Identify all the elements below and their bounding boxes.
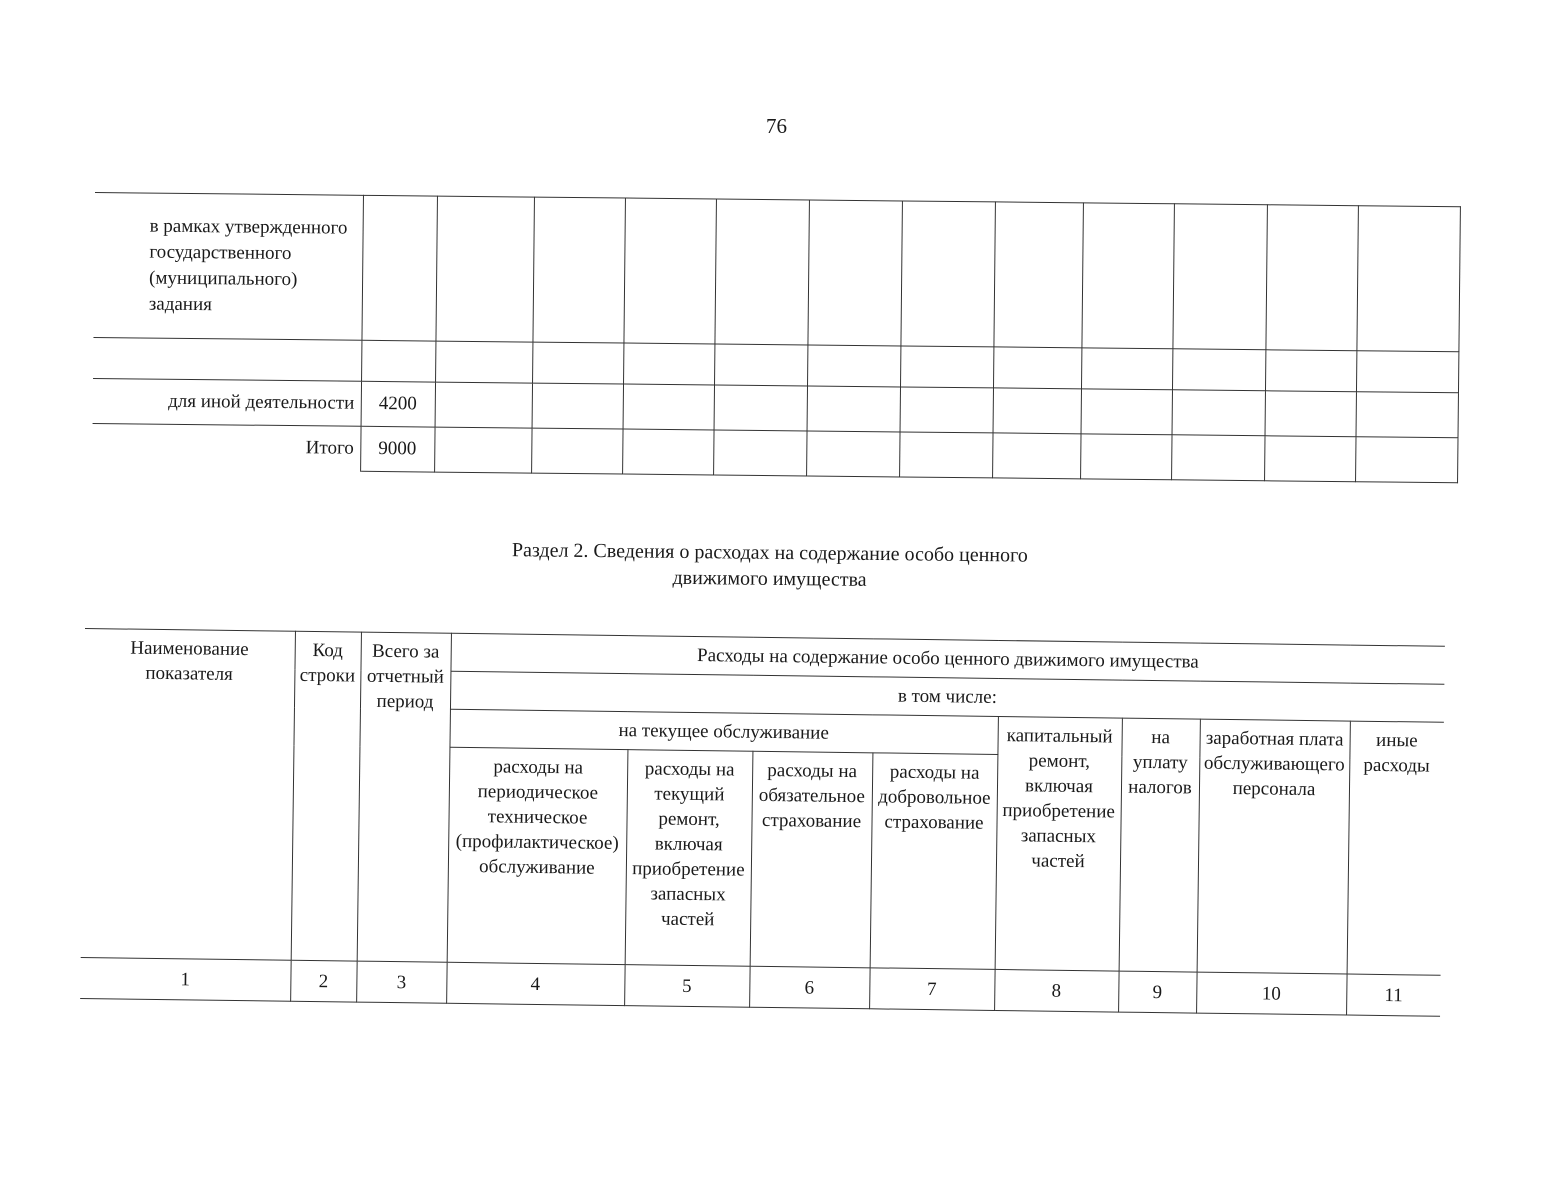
table-cell (623, 343, 714, 385)
header-expenses: Расходы на содержание особо ценного движимого имущества (450, 633, 1444, 684)
header-capital-repair: капитальный ремонт, включая приобретение запасных частей (995, 716, 1122, 971)
row-label: для иной деятельности (93, 378, 361, 426)
table-cell (1080, 434, 1171, 480)
column-number: 4 (446, 962, 625, 1005)
table-cell (623, 198, 716, 344)
header-other: иные расходы (1347, 721, 1444, 975)
table-cell (1081, 348, 1172, 390)
header-mandatory-insurance: расходы на обязательное страхование (750, 751, 873, 968)
header-salary: заработная плата обслуживающего персонала (1197, 719, 1350, 974)
table-cell (1265, 205, 1358, 351)
column-number: 8 (994, 969, 1119, 1012)
table-cell (993, 388, 1081, 434)
table-cell (532, 342, 623, 384)
column-number: 9 (1118, 971, 1197, 1013)
table-cell (435, 341, 532, 383)
table-cell (713, 430, 806, 476)
top-table (92, 192, 1460, 483)
column-number: 3 (356, 961, 447, 1003)
table-cell (807, 386, 900, 432)
table-cell (1355, 437, 1457, 483)
table-cell (434, 427, 531, 473)
expenses-table (80, 628, 1445, 1017)
row-label (93, 337, 361, 381)
header-taxes: на уплату налогов (1119, 718, 1200, 972)
section-title (399, 536, 1140, 596)
top-table-fragment (92, 192, 1460, 483)
header-code: Код строки (291, 631, 361, 961)
row-label: в рамках утвержденного государственного (муниципального) задания (93, 192, 363, 340)
table-cell (714, 344, 807, 386)
table-cell (1172, 204, 1267, 350)
expenses-table-fragment (80, 628, 1445, 1017)
table-cell (623, 384, 714, 430)
table-cell (622, 429, 713, 475)
header-name: Наименование показателя (81, 628, 295, 960)
table-cell (435, 382, 532, 428)
row-label: Итого (92, 423, 360, 471)
table-row (93, 192, 1459, 351)
column-number: 2 (290, 960, 357, 1002)
column-number: 10 (1196, 972, 1347, 1015)
table-cell (532, 197, 625, 343)
table-cell (992, 433, 1080, 479)
table-cell (435, 196, 534, 342)
table-cell (993, 347, 1081, 389)
table-cell (531, 428, 622, 474)
column-number: 7 (869, 968, 995, 1011)
table-cell (1172, 349, 1265, 391)
table-cell (900, 346, 993, 388)
header-including: в том числе: (450, 671, 1444, 722)
table-cell (1264, 436, 1355, 482)
row-code (361, 340, 435, 382)
table-cell (806, 431, 899, 477)
table-cell (1081, 203, 1174, 349)
column-number: 6 (749, 966, 870, 1009)
section-title-line-1: Раздел 2. Сведения о расходах на содержание особо ценного (511, 539, 1028, 567)
table-cell (899, 432, 992, 478)
header-total: Всего за отчетный период (357, 632, 451, 962)
table-cell (993, 202, 1083, 348)
page-number: 76 (766, 114, 787, 138)
row-code (361, 195, 437, 341)
table-cell (1265, 391, 1356, 437)
table-cell (532, 383, 623, 429)
header-current-repair: расходы на текущий ремонт, включая приобретение запасных частей (625, 750, 753, 967)
column-number: 11 (1346, 974, 1441, 1016)
table-cell (807, 345, 900, 387)
table-cell (900, 201, 995, 347)
row-code: 4200 (361, 381, 435, 427)
row-code: 9000 (360, 426, 434, 472)
table-cell (714, 199, 809, 345)
column-number: 5 (624, 965, 750, 1008)
section-title-line-2: движимого имущества (672, 566, 867, 591)
table-cell (1356, 392, 1458, 438)
table-cell (714, 385, 807, 431)
table-cell (1081, 389, 1172, 435)
header-current-service: на текущее обслуживание (449, 709, 997, 754)
table-cell (1172, 390, 1265, 436)
table-cell (1356, 351, 1458, 393)
table-cell (900, 387, 993, 433)
header-periodic: расходы на периодическое техническое (профилактическое) обслуживание (447, 747, 628, 964)
table-cell (1265, 350, 1356, 392)
table-cell (1356, 206, 1460, 352)
table-cell (1171, 435, 1264, 481)
table-cell (807, 200, 902, 346)
header-voluntary-insurance: расходы на добровольное страхование (870, 753, 998, 970)
column-number: 1 (80, 957, 291, 1001)
